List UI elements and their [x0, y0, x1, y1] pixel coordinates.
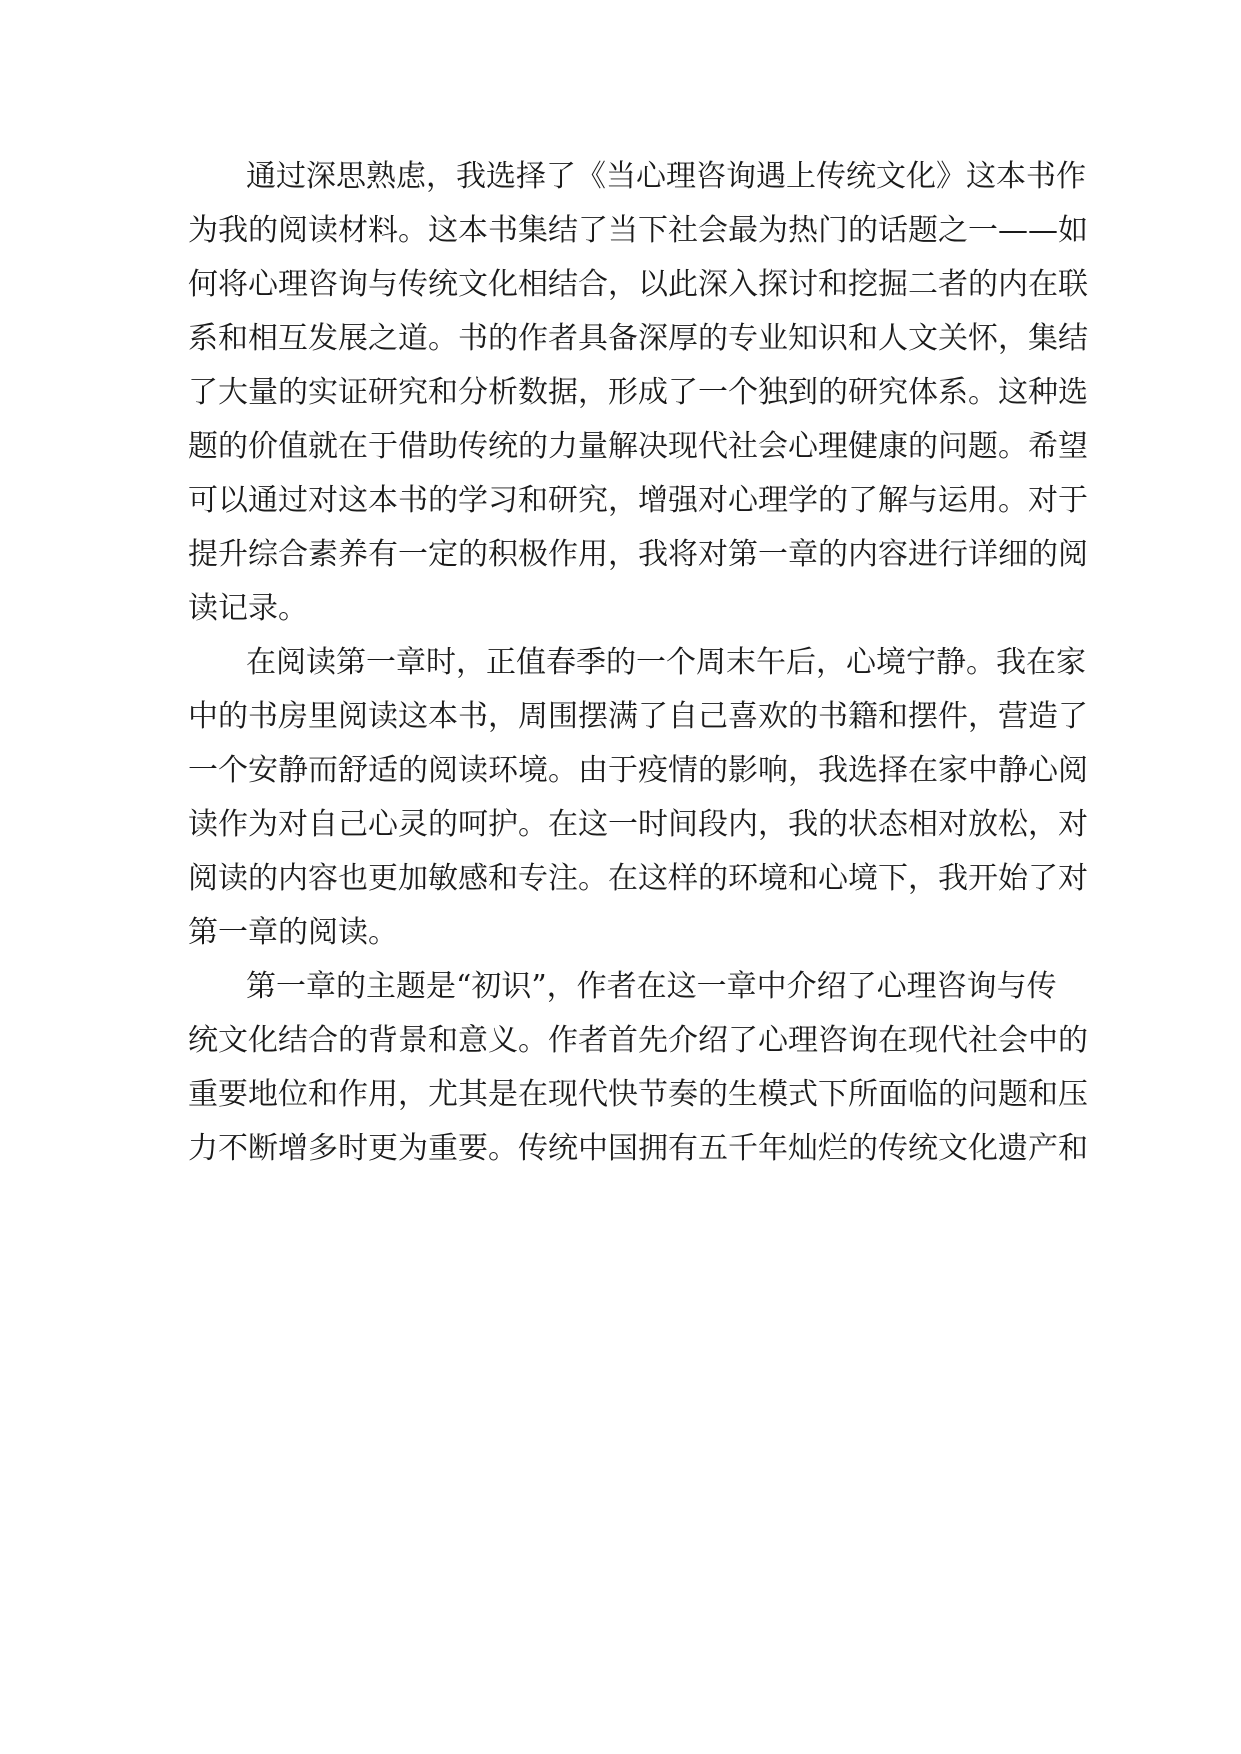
text-line: 了大量的实证研究和分析数据，形成了一个独到的研究体系。这种选: [188, 375, 1088, 410]
text-line: 在阅读第一章时，正值春季的一个周末午后，心境宁静。我在家: [246, 645, 1086, 680]
text-line: 第一章的阅读。: [188, 915, 398, 950]
document-body: [188, 150, 1088, 1176]
text-line: 为我的阅读材料。这本书集结了当下社会最为热门的话题之一——如: [188, 213, 1088, 248]
text-line: 读记录。: [188, 591, 308, 626]
paragraph-1: [188, 150, 1088, 636]
text-line: 统文化结合的背景和意义。作者首先介绍了心理咨询在现代社会中的: [188, 1023, 1088, 1058]
text-line: 阅读的内容也更加敏感和专注。在这样的环境和心境下，我开始了对: [188, 861, 1088, 896]
paragraph-2: [188, 636, 1088, 960]
text-line: 题的价值就在于借助传统的力量解决现代社会心理健康的问题。希望: [188, 429, 1088, 464]
paragraph-3: [188, 960, 1088, 1176]
text-line: 一个安静而舒适的阅读环境。由于疫情的影响，我选择在家中静心阅: [188, 753, 1088, 788]
text-line: 通过深思熟虑，我选择了《当心理咨询遇上传统文化》这本书作: [246, 159, 1086, 194]
text-line: 何将心理咨询与传统文化相结合，以此深入探讨和挖掘二者的内在联: [188, 267, 1088, 302]
text-line: 读作为对自己心灵的呵护。在这一时间段内，我的状态相对放松，对: [188, 807, 1088, 842]
text-line: 第一章的主题是“初识”，作者在这一章中介绍了心理咨询与传: [246, 969, 1057, 1004]
text-line: 中的书房里阅读这本书，周围摆满了自己喜欢的书籍和摆件，营造了: [188, 699, 1088, 734]
text-line: 力不断增多时更为重要。传统中国拥有五千年灿烂的传统文化遗产和: [188, 1131, 1088, 1166]
text-line: 重要地位和作用，尤其是在现代快节奏的生模式下所面临的问题和压: [188, 1077, 1088, 1112]
text-line: 系和相互发展之道。书的作者具备深厚的专业知识和人文关怀，集结: [188, 321, 1088, 356]
text-line: 提升综合素养有一定的积极作用，我将对第一章的内容进行详细的阅: [188, 537, 1088, 572]
text-line: 可以通过对这本书的学习和研究，增强对心理学的了解与运用。对于: [188, 483, 1088, 518]
